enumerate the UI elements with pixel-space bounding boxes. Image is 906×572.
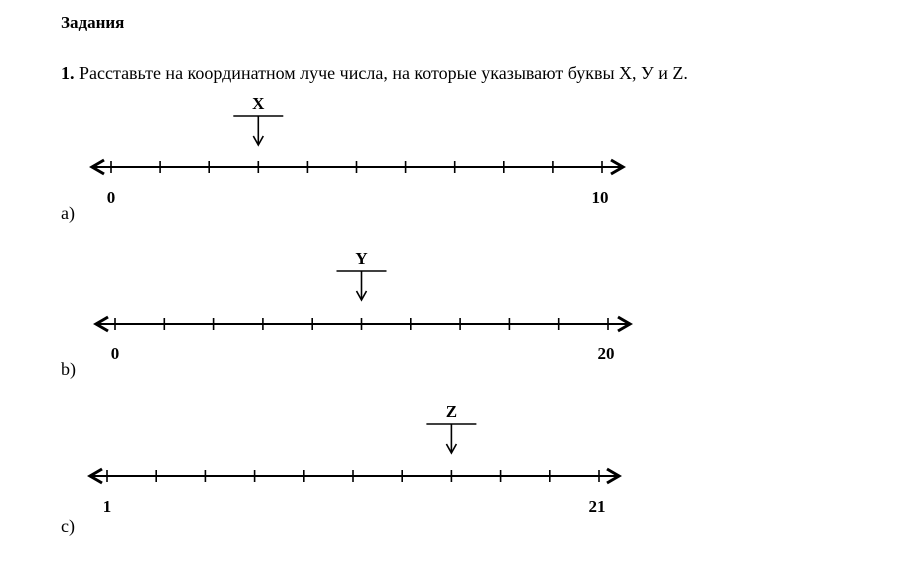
part-label-a: a): [61, 203, 75, 223]
end-label-b: 20: [597, 344, 615, 363]
task-number: 1.: [61, 63, 75, 83]
part-label-b: b): [61, 359, 76, 379]
start-label-b: 0: [110, 344, 120, 363]
task-text: Расставьте на координатном луче числа, на которые указывают буквы X, У и Z.: [79, 63, 688, 83]
part-label-c: c): [61, 516, 75, 536]
pointer-letter-c: Z: [445, 402, 458, 421]
start-label-c: 1: [102, 497, 112, 516]
start-label-a: 0: [106, 188, 116, 207]
end-label-c: 21: [588, 497, 606, 516]
page-heading: Задания: [61, 13, 125, 32]
pointer-letter-b: Y: [355, 249, 368, 268]
end-label-a: 10: [591, 188, 609, 207]
pointer-letter-a: X: [252, 94, 265, 113]
